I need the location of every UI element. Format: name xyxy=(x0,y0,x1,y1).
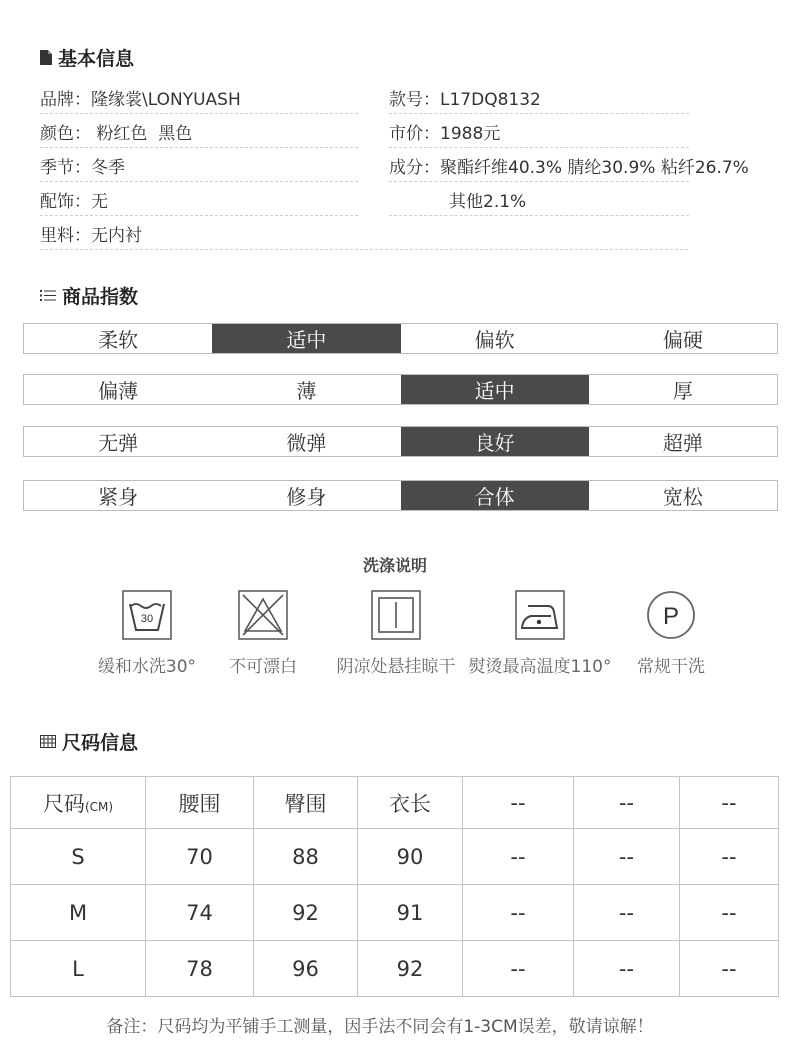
care-label: 缓和水洗30° xyxy=(97,657,197,677)
table-cell: -- xyxy=(680,829,779,885)
divider xyxy=(389,181,689,182)
index-cell: 偏硬 xyxy=(662,328,703,352)
header-cell: -- xyxy=(574,777,680,829)
index-cell-selected: 合体 xyxy=(401,481,589,510)
index-cell: 偏薄 xyxy=(98,379,139,403)
info-season: 季节：冬季 xyxy=(40,158,125,178)
table-cell: -- xyxy=(574,829,680,885)
document-icon xyxy=(40,50,52,65)
care-label: 熨烫最高温度110° xyxy=(468,657,612,677)
list-icon xyxy=(40,289,56,302)
basic-info-title: 基本信息 xyxy=(40,44,134,71)
header-cell-size: 尺码(CM) xyxy=(11,777,146,829)
index-cell-selected: 适中 xyxy=(212,324,400,353)
table-cell: 92 xyxy=(254,885,358,941)
table-cell: -- xyxy=(463,885,574,941)
wash-30-icon xyxy=(122,590,172,640)
divider xyxy=(40,113,358,114)
index-cell: 无弹 xyxy=(98,431,139,455)
info-lining: 里料：无内衬 xyxy=(40,226,142,246)
info-composition: 成分：聚酯纤维40.3% 腈纶30.9% 粘纤26.7% xyxy=(389,158,749,178)
divider xyxy=(40,215,358,216)
header-cell: 臀围 xyxy=(254,777,358,829)
table-cell: -- xyxy=(574,885,680,941)
index-cell: 厚 xyxy=(672,379,693,403)
table-cell: -- xyxy=(680,941,779,997)
size-note: 备注：尺码均为平铺手工测量，因手法不同会有1-3CM误差，敬请谅解！ xyxy=(106,1017,654,1037)
table-row xyxy=(11,941,779,997)
table-cell: 91 xyxy=(358,885,463,941)
table-header-row xyxy=(11,777,779,829)
info-brand: 品牌：隆缘裳\LONYUASH xyxy=(40,90,241,110)
care-label: 常规干洗 xyxy=(637,657,705,677)
care-item-bleach xyxy=(213,590,313,677)
header-cell: -- xyxy=(680,777,779,829)
table-cell: L xyxy=(11,941,146,997)
index-row-fit xyxy=(23,480,778,511)
info-market-price: 市价：1988元 xyxy=(389,124,501,144)
product-index-title: 商品指数 xyxy=(40,282,138,309)
header-cell: 腰围 xyxy=(146,777,254,829)
index-cell: 紧身 xyxy=(98,485,139,509)
table-cell: M xyxy=(11,885,146,941)
table-cell: 74 xyxy=(146,885,254,941)
line-dry-shade-icon xyxy=(371,590,421,640)
care-item-iron xyxy=(470,590,610,677)
index-cell-selected: 适中 xyxy=(401,375,589,404)
table-cell: -- xyxy=(463,941,574,997)
divider xyxy=(40,147,358,148)
index-cell: 宽松 xyxy=(662,485,703,509)
table-cell: 88 xyxy=(254,829,358,885)
table-cell: -- xyxy=(680,885,779,941)
no-bleach-icon xyxy=(238,590,288,640)
table-cell: 78 xyxy=(146,941,254,997)
index-row-thickness xyxy=(23,374,778,405)
index-cell: 超弹 xyxy=(662,431,703,455)
care-item-dryclean xyxy=(621,590,721,677)
table-icon xyxy=(40,735,56,748)
index-cell-selected: 良好 xyxy=(401,427,589,456)
index-row-softness xyxy=(23,323,778,354)
iron-110-icon xyxy=(515,590,565,640)
info-accessory: 配饰：无 xyxy=(40,192,108,212)
size-info-title: 尺码信息 xyxy=(40,728,138,755)
header-cell: -- xyxy=(463,777,574,829)
table-row xyxy=(11,829,779,885)
size-table xyxy=(10,776,779,997)
table-cell: 70 xyxy=(146,829,254,885)
care-item-wash xyxy=(97,590,197,677)
table-cell: 90 xyxy=(358,829,463,885)
divider xyxy=(389,113,689,114)
header-cell: 衣长 xyxy=(358,777,463,829)
index-cell: 柔软 xyxy=(98,328,139,352)
table-cell: 92 xyxy=(358,941,463,997)
svg-text:P: P xyxy=(662,603,680,630)
divider xyxy=(389,147,689,148)
info-composition-other: 其他2.1% xyxy=(449,192,527,212)
index-row-elasticity xyxy=(23,426,778,457)
care-label: 不可漂白 xyxy=(229,657,297,677)
index-cell: 修身 xyxy=(286,485,327,509)
info-color: 颜色： 粉红色 黑色 xyxy=(40,124,193,144)
divider xyxy=(40,249,688,250)
table-cell: S xyxy=(11,829,146,885)
dry-clean-p-icon xyxy=(646,590,696,640)
table-row xyxy=(11,885,779,941)
care-label: 阴凉处悬挂晾干 xyxy=(336,657,456,677)
index-cell: 微弹 xyxy=(286,431,327,455)
care-title: 洗涤说明 xyxy=(362,556,427,575)
table-cell: 96 xyxy=(254,941,358,997)
divider xyxy=(389,215,689,216)
index-cell: 薄 xyxy=(296,379,317,403)
care-item-dry xyxy=(326,590,466,677)
info-style-number: 款号：L17DQ8132 xyxy=(389,90,541,110)
table-cell: -- xyxy=(574,941,680,997)
svg-text:30: 30 xyxy=(140,613,154,625)
index-cell: 偏软 xyxy=(474,328,515,352)
divider xyxy=(40,181,358,182)
table-cell: -- xyxy=(463,829,574,885)
